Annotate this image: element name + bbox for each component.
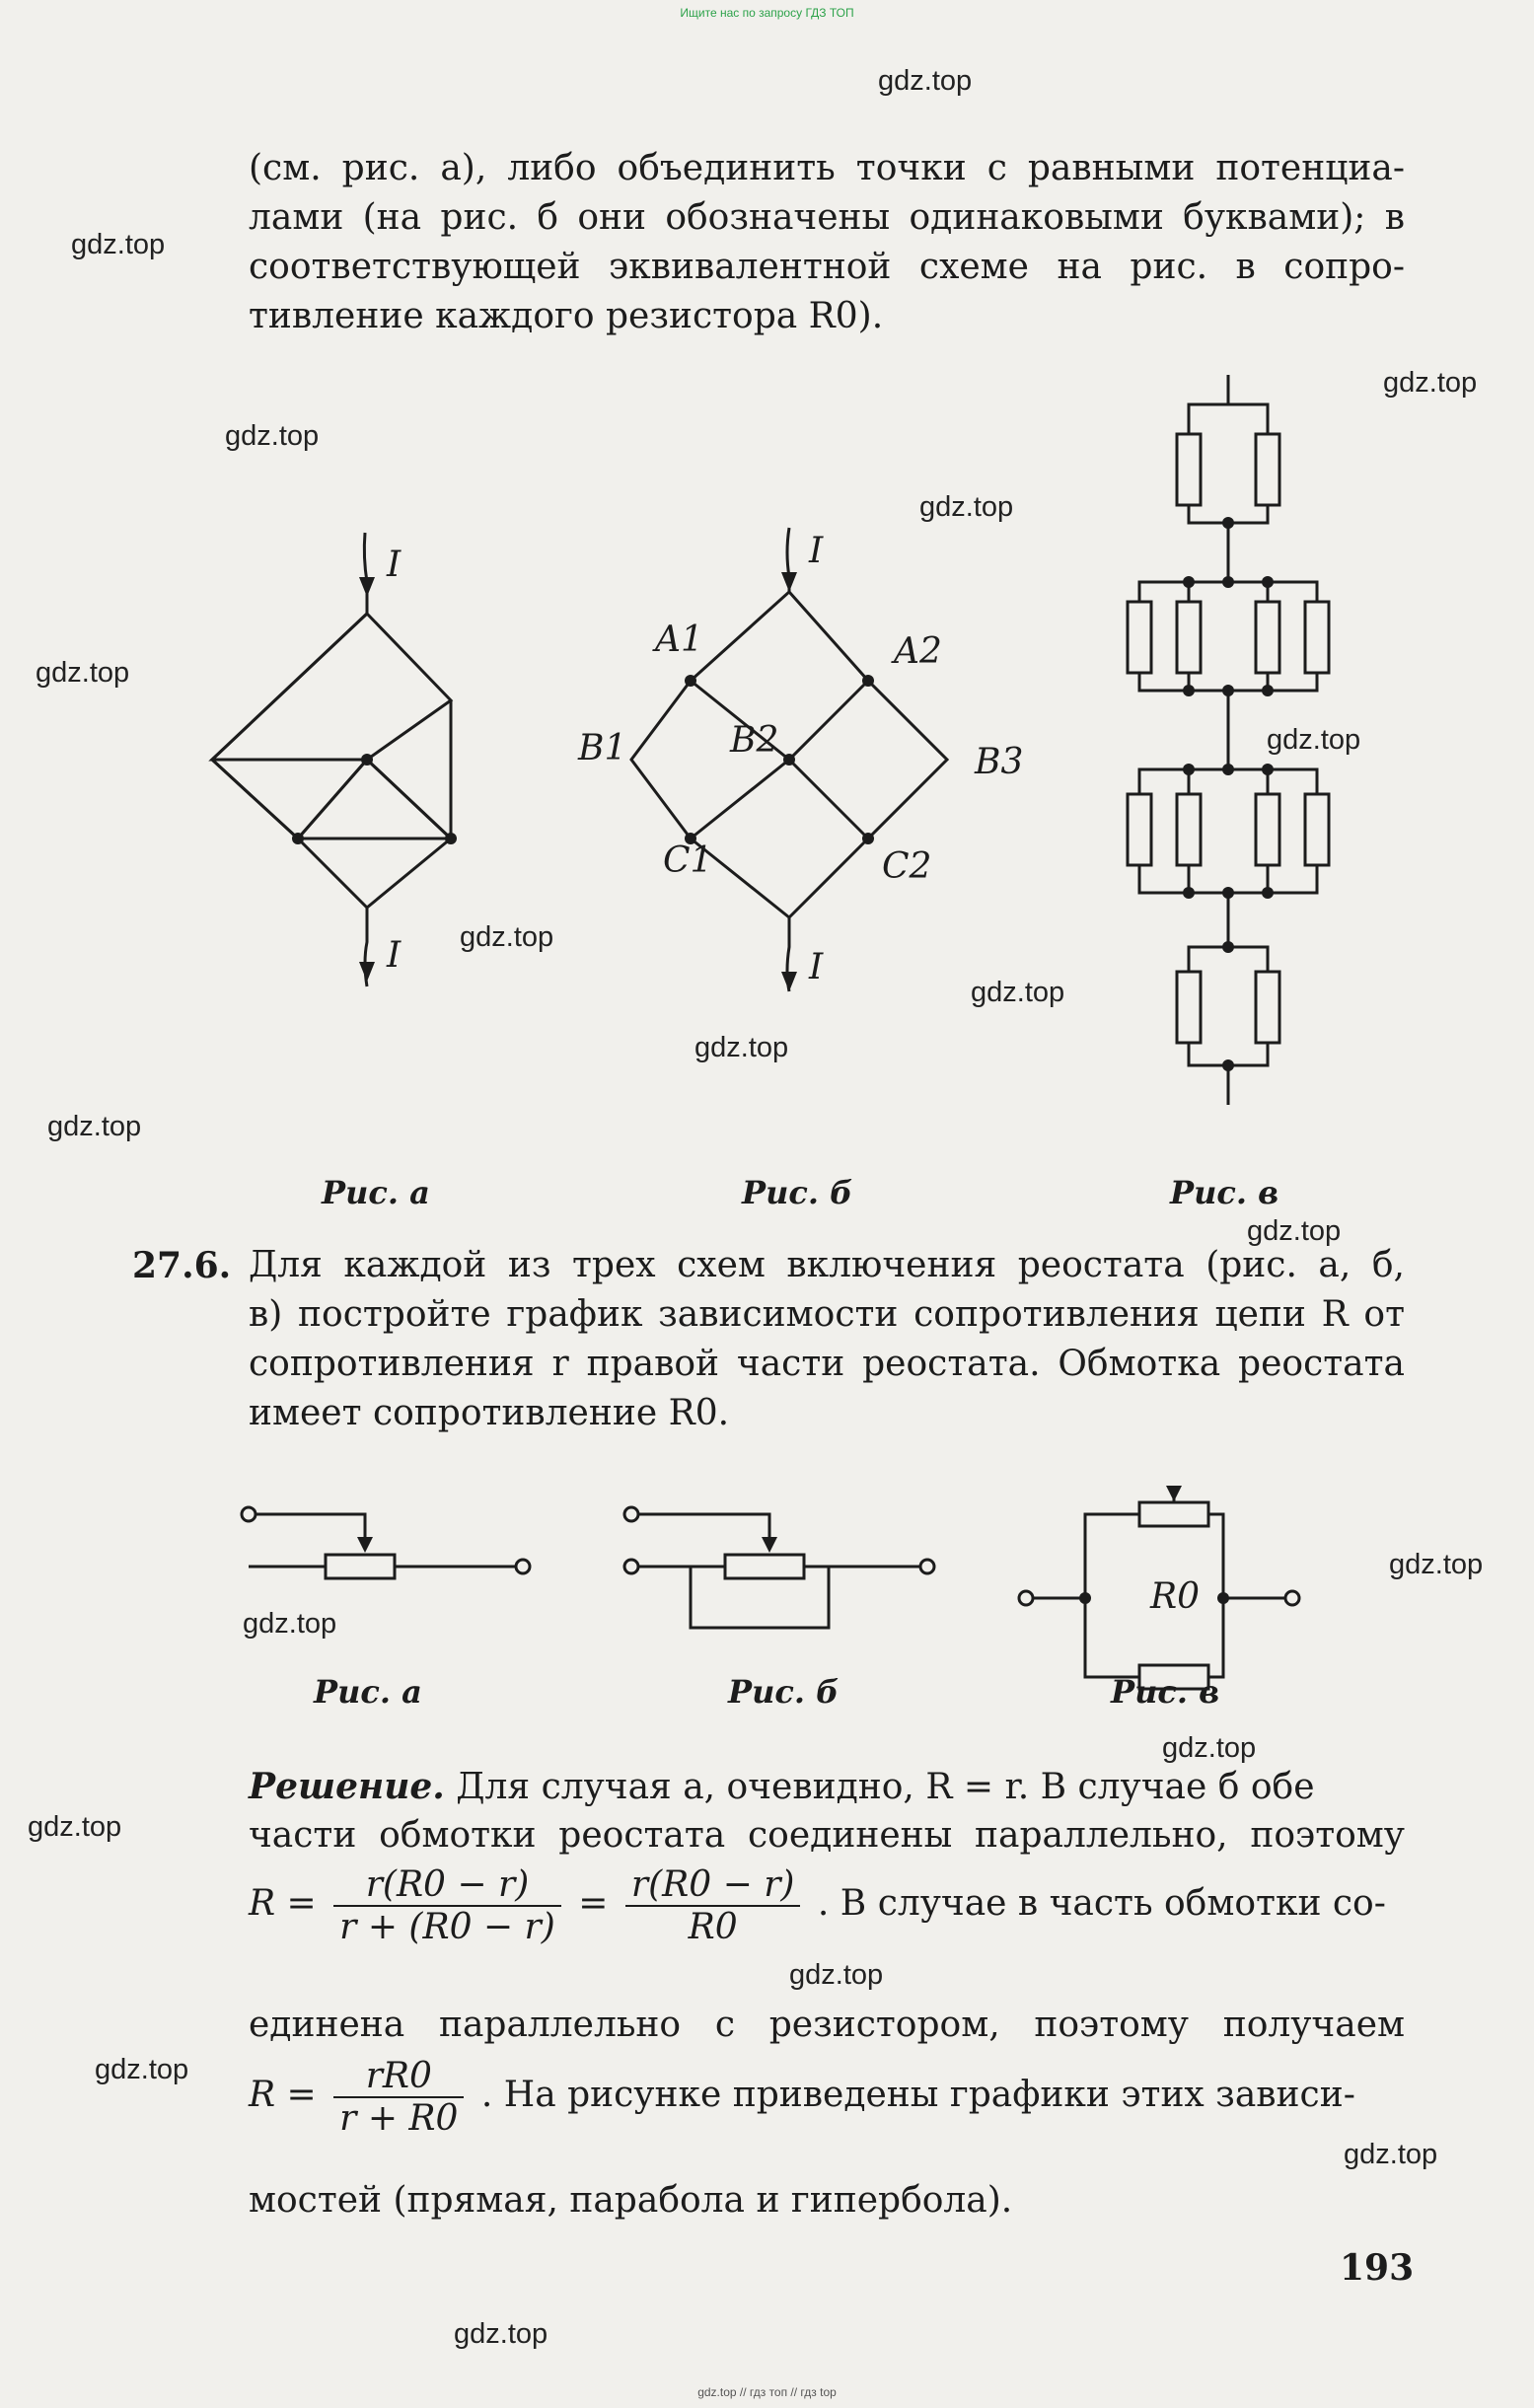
- resistor: [1305, 602, 1329, 673]
- slider-arrow-icon: [357, 1537, 373, 1553]
- watermark: gdz.top: [1344, 2139, 1438, 2170]
- resistor: [1177, 434, 1201, 505]
- resistor: [1256, 602, 1279, 673]
- terminal: [242, 1507, 256, 1521]
- watermark: gdz.top: [460, 921, 554, 953]
- watermark: gdz.top: [1267, 724, 1361, 756]
- top-banner[interactable]: Ищите нас по запросу ГДЗ ТОП: [680, 6, 854, 20]
- terminal: [1285, 1591, 1299, 1605]
- resistor: [1256, 794, 1279, 865]
- current-label: I: [809, 531, 824, 571]
- node-label: A1: [655, 620, 703, 660]
- arrow-icon: [781, 572, 797, 592]
- intro-line: лами (на рис. б они обозначены одинаковыми буквами); в: [249, 197, 1405, 238]
- page-number: 193: [1340, 2247, 1415, 2289]
- formula-1: R = $\frac{r(R0 - r)}{r + (R0 - r)}$ = $\frac{r(R0 - r)}{R0}$ . В случае в часть обмотки со-: [249, 1864, 1386, 1947]
- resistor: [1177, 972, 1201, 1043]
- watermark: gdz.top: [1383, 367, 1478, 399]
- resistor: [1256, 434, 1279, 505]
- arrow-icon: [359, 577, 375, 597]
- figure-caption: Рис. в: [1170, 1174, 1279, 1211]
- intro-line: соответствующей эквивалентной схеме на рис. в сопро-: [249, 247, 1405, 287]
- terminal: [920, 1560, 934, 1573]
- terminal: [516, 1560, 530, 1573]
- watermark: gdz.top: [878, 65, 973, 97]
- solution-text: Для случая а, очевидно, R = r. В случае б обе: [456, 1767, 1315, 1807]
- resistor-label: R0: [1150, 1576, 1201, 1617]
- rheostat-circuits-figure: [0, 1460, 1534, 1697]
- figure-caption: Рис. б: [728, 1673, 840, 1711]
- watermark: gdz.top: [28, 1811, 122, 1843]
- intro-line: тивление каждого резистора R0).: [249, 296, 884, 336]
- resistor: [1177, 602, 1201, 673]
- arrow-icon: [359, 962, 375, 982]
- slider-arrow-icon: [762, 1537, 777, 1553]
- resistor: [1256, 972, 1279, 1043]
- wire: [364, 533, 367, 614]
- watermark: gdz.top: [95, 2054, 189, 2085]
- arrow-icon: [781, 972, 797, 991]
- resistor: [1128, 794, 1151, 865]
- watermark: gdz.top: [71, 229, 166, 260]
- solution-heading: Решение.: [249, 1766, 445, 1807]
- figure-caption: Рис. б: [742, 1174, 853, 1211]
- watermark: gdz.top: [454, 2318, 548, 2350]
- watermark: gdz.top: [694, 1032, 789, 1063]
- formula-2: R = $\frac{rR0}{r + R0}$ . На рисунке приведены графики этих зависи-: [249, 2056, 1355, 2139]
- problem-line: Для каждой из трех схем включения реостата (рис. а, б,: [249, 1245, 1405, 1285]
- fraction: $\frac{r(R0 - r)}{r + (R0 - r)}$: [333, 1864, 561, 1947]
- solution-line-1: [249, 1764, 1315, 1810]
- rheostat: [326, 1555, 395, 1578]
- problem-number: 27.6.: [132, 1245, 232, 1286]
- watermark: gdz.top: [36, 657, 130, 689]
- node-label: A2: [894, 631, 942, 672]
- fraction: $\frac{r(R0 - r)}{R0}$: [625, 1864, 801, 1947]
- slider-arrow-icon: [1166, 1486, 1182, 1501]
- node-label: B2: [730, 720, 779, 761]
- current-label: I: [809, 947, 824, 987]
- problem-line: сопротивления r правой части реостата. Обмотка реостата: [249, 1344, 1405, 1384]
- node-label: C2: [882, 846, 932, 887]
- solution-line: части обмотки реостата соединены параллельно, поэтому: [249, 1815, 1405, 1856]
- node-label: B1: [578, 728, 627, 768]
- node-label: B3: [975, 742, 1024, 782]
- terminal: [1019, 1591, 1033, 1605]
- watermark: gdz.top: [971, 977, 1065, 1008]
- terminal: [624, 1560, 638, 1573]
- watermark: gdz.top: [243, 1608, 337, 1640]
- watermark: gdz.top: [1162, 1732, 1257, 1764]
- rheostat: [725, 1555, 804, 1578]
- bottom-banner[interactable]: gdz.top // гдз топ // гдз top: [697, 2385, 837, 2399]
- current-label: I: [387, 935, 402, 976]
- resistor: [1305, 794, 1329, 865]
- watermark: gdz.top: [47, 1111, 142, 1142]
- solution-line: единена параллельно с резистором, поэтому получаем: [249, 2005, 1405, 2045]
- intro-line: (см. рис. а), либо объединить точки с равными потенциа-: [249, 148, 1405, 188]
- figure-caption: Рис. в: [1111, 1673, 1220, 1711]
- problem-line: в) постройте график зависимости сопротивления цепи R от: [249, 1294, 1405, 1335]
- figure-caption: Рис. а: [314, 1673, 422, 1711]
- watermark: gdz.top: [1247, 1215, 1342, 1247]
- figure-caption: Рис. а: [322, 1174, 430, 1211]
- terminal: [624, 1507, 638, 1521]
- current-label: I: [387, 545, 402, 585]
- watermark: gdz.top: [225, 420, 320, 452]
- fraction: $\frac{rR0}{r + R0}$: [333, 2056, 464, 2139]
- watermark: gdz.top: [789, 1959, 884, 1991]
- watermark: gdz.top: [1389, 1549, 1484, 1580]
- watermark: gdz.top: [919, 491, 1014, 523]
- solution-line: мостей (прямая, парабола и гипербола).: [249, 2180, 1013, 2221]
- node-label: C1: [663, 840, 713, 881]
- resistor: [1128, 602, 1151, 673]
- problem-line: имеет сопротивление R0.: [249, 1393, 730, 1433]
- resistor: [1177, 794, 1201, 865]
- rheostat: [1139, 1502, 1208, 1526]
